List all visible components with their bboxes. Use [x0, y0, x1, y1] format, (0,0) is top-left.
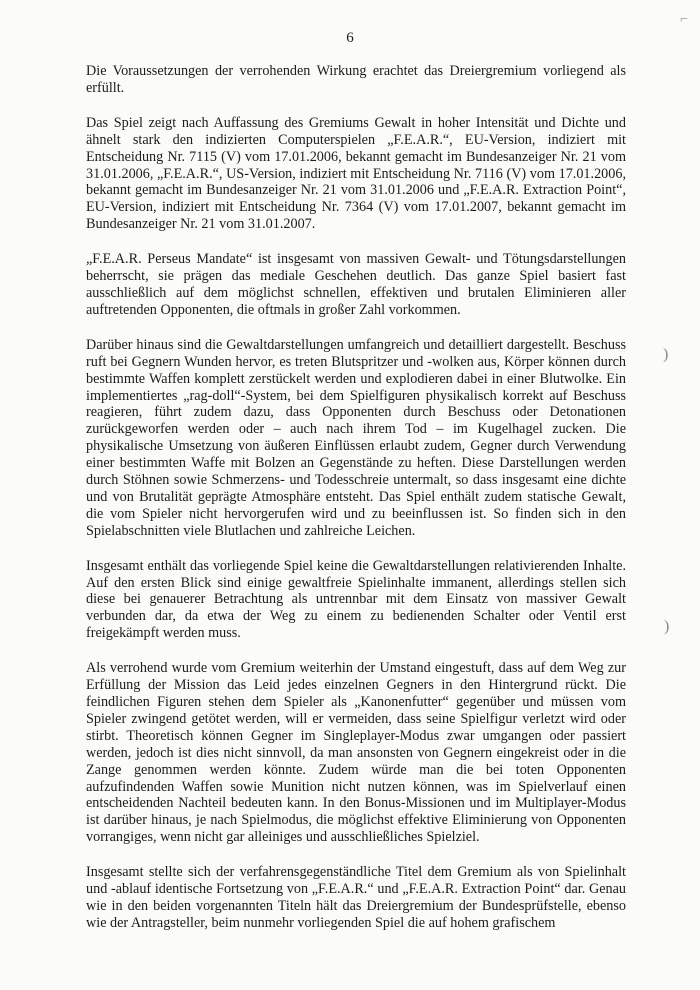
document-body: [86, 63, 626, 950]
paragraph-6: Als verrohend wurde vom Gremium weiterhin der Umstand eingestuft, dass auf dem Weg zur Erfüllung der Mission das Leid jedes einzelnen Gegners in den Hintergrund rückt. Die feindlichen Figuren stehen dem Spieler als „Kanonenfutter“ gegenüber und müssen vom Spieler zwingend getötet werden, will er vermeiden, dass seine Spielfigur verletzt wird oder stirbt. Theoretisch können Gegner im Singleplayer-Modus zwar umgangen oder passiert werden, jedoch ist dies nicht sinnvoll, da man ansonsten von Gegnern eingekreist oder in die Zange genommen werden könnte. Zudem würde man die bei toten Opponenten aufzufindenden Waffen sowie Munition nicht nutzen können, was im Spielverlauf einen entscheidenden Nachteil bedeuten kann. In den Bonus-Missionen und im Multiplayer-Modus ist darüber hinaus, je nach Spielmodus, die möglichst effektive Eliminierung von Opponenten vorrangiges, wenn nicht gar alleiniges und ausschließliches Spielziel.: [86, 660, 626, 846]
punch-hole-mark: ): [664, 618, 670, 635]
paragraph-4: Darüber hinaus sind die Gewaltdarstellungen umfangreich und detailliert dargestellt. Beschuss ruft bei Gegnern Wunden hervor, es treten Blutspritzer und -wolken aus, Körper können durch bestimmte Waffen komplett zerstückelt werden und explodieren dabei in einer Blutwolke. Ein implementiertes „rag-doll“-System, bei dem Spielfiguren physikalisch korrekt auf Beschuss reagieren, führt zudem dazu, dass Opponenten durch Beschuss oder Detonationen zurückgeworfen werden oder – auch nach ihrem Tod – im Kugelhagel zucken. Die physikalische Umsetzung von äußeren Einflüssen erlaubt zudem, Gegner durch Verwendung einer bestimmten Waffe mit Bolzen an Gegenstände zu heften. Diese Darstellungen werden durch Stöhnen sowie Schmerzens- und Todesschreie untermalt, so dass insgesamt eine dichte und von Brutalität geprägte Atmosphäre entsteht. Das Spiel enthält zudem statische Gewalt, die vom Spieler nicht hervorgerufen wird und zu beeinflussen ist. So finden sich in den Spielabschnitten viele Blutlachen und zahlreiche Leichen.: [86, 336, 626, 539]
paragraph-2: Das Spiel zeigt nach Auffassung des Gremiums Gewalt in hoher Intensität und Dichte und ähnelt stark den indizierten Computerspielen „F.E.A.R.“, EU-Version, indiziert mit Entscheidung Nr. 7115 (V) vom 17.01.2006, bekannt gemacht im Bundesanzeiger Nr. 21 vom 31.01.2006, „F.E.A.R.“, US-Version, indiziert mit Entscheidung Nr. 7116 (V) vom 17.01.2006, bekannt gemacht im Bundesanzeiger Nr. 21 vom 31.01.2006 und „F.E.A.R. Extraction Point“, EU-Version, indiziert mit Entscheidung Nr. 7364 (V) vom 17.01.2007, bekannt gemacht im Bundesanzeiger Nr. 21 vom 31.01.2007.: [86, 114, 626, 233]
paragraph-1: Die Voraussetzungen der verrohenden Wirkung erachtet das Dreiergremium vorliegend als erfüllt.: [86, 63, 626, 96]
paragraph-3: „F.E.A.R. Perseus Mandate“ ist insgesamt von massiven Gewalt- und Tötungsdarstellungen beherrscht, sie prägen das mediale Geschehen deutlich. Das ganze Spiel basiert fast ausschließlich auf dem möglichst schnellen, effektiven und brutalen Eliminieren aller auftretenden Opponenten, die oftmals in großer Zahl vorkommen.: [86, 251, 626, 318]
page-number: 6: [346, 30, 354, 46]
paragraph-7: Insgesamt stellte sich der verfahrensgegenständliche Titel dem Gremium als von Spielinhalt und -ablauf identische Fortsetzung von „F.E.A.R.“ und „F.E.A.R. Extraction Point“ dar. Genau wie in den beiden vorgenannten Titeln hält das Dreiergremium der Bundesprüfstelle, ebenso wie der Antragsteller, beim nunmehr vorliegenden Spiel die auf hohem grafischem: [86, 864, 626, 931]
paragraph-5: Insgesamt enthält das vorliegende Spiel keine die Gewaltdarstellungen relativierenden Inhalte. Auf den ersten Blick sind einige gewaltfreie Spielinhalte immanent, allerdings stellen sich diese bei genauerer Betrachtung als untrennbar mit dem Einsatz von massiver Gewalt verbunden dar, da etwa der Weg zu einem zu bedienenden Schalter oder Ventil erst freigekämpft werden muss.: [86, 557, 626, 642]
punch-hole-mark: ): [663, 346, 669, 363]
scan-mark: ⌐: [680, 12, 688, 27]
